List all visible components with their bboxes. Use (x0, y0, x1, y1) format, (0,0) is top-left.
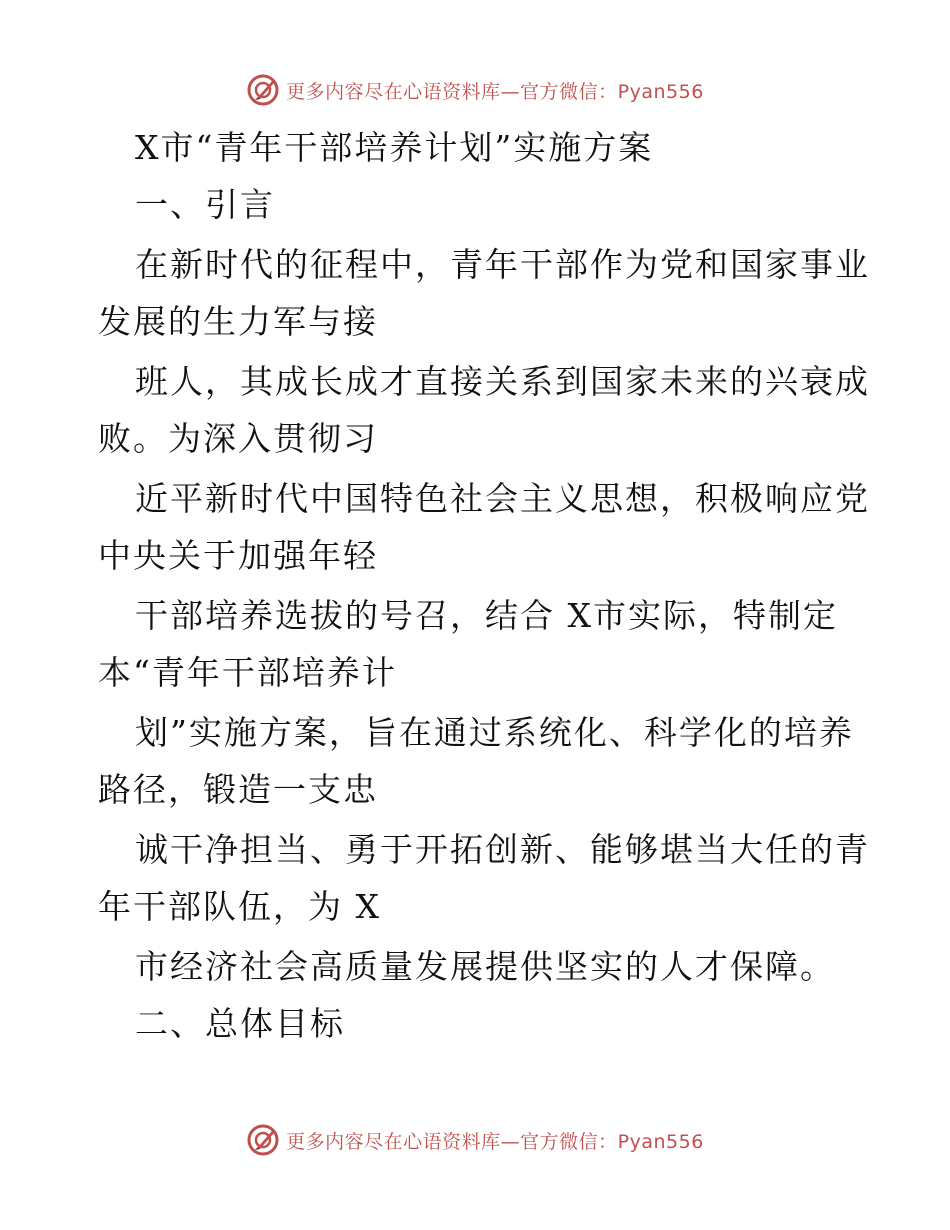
paragraph-line: 市经济社会高质量发展提供坚实的人才保障。 (135, 947, 835, 986)
paragraph-line: 在新时代的征程中，青年干部作为党和国家事业 (135, 245, 870, 284)
paragraph-line: 本“青年干部培养计 (98, 653, 397, 692)
paragraph-line: 年干部队伍，为 X (98, 887, 381, 926)
section-heading-overall-goals: 二、总体目标 (135, 1004, 345, 1043)
watermark-logo-icon (246, 73, 280, 107)
document-title: X市“青年干部培养计划”实施方案 (135, 128, 654, 167)
watermark-logo-icon (246, 1123, 280, 1157)
header-watermark (0, 72, 950, 108)
footer-watermark (0, 1122, 950, 1158)
watermark-text: 更多内容尽在心语资料库—官方微信：Pyan556 (286, 80, 704, 103)
paragraph-line: 干部培养选拔的号召，结合 X市实际，特制定 (135, 596, 838, 635)
paragraph-line: 败。为深入贯彻习 (98, 419, 378, 458)
paragraph-line: 中央关于加强年轻 (98, 536, 378, 575)
paragraph-line: 诚干净担当、勇于开拓创新、能够堪当大任的青 (135, 830, 870, 869)
paragraph-line: 划”实施方案，旨在通过系统化、科学化的培养 (135, 713, 854, 752)
paragraph-line: 路径，锻造一支忠 (98, 770, 378, 809)
paragraph-line: 班人，其成长成才直接关系到国家未来的兴衰成 (135, 362, 870, 401)
paragraph-line: 近平新时代中国特色社会主义思想，积极响应党 (135, 479, 870, 518)
watermark-text: 更多内容尽在心语资料库—官方微信：Pyan556 (286, 1130, 704, 1153)
paragraph-line: 发展的生力军与接 (98, 302, 378, 341)
section-heading-introduction: 一、引言 (135, 185, 275, 224)
